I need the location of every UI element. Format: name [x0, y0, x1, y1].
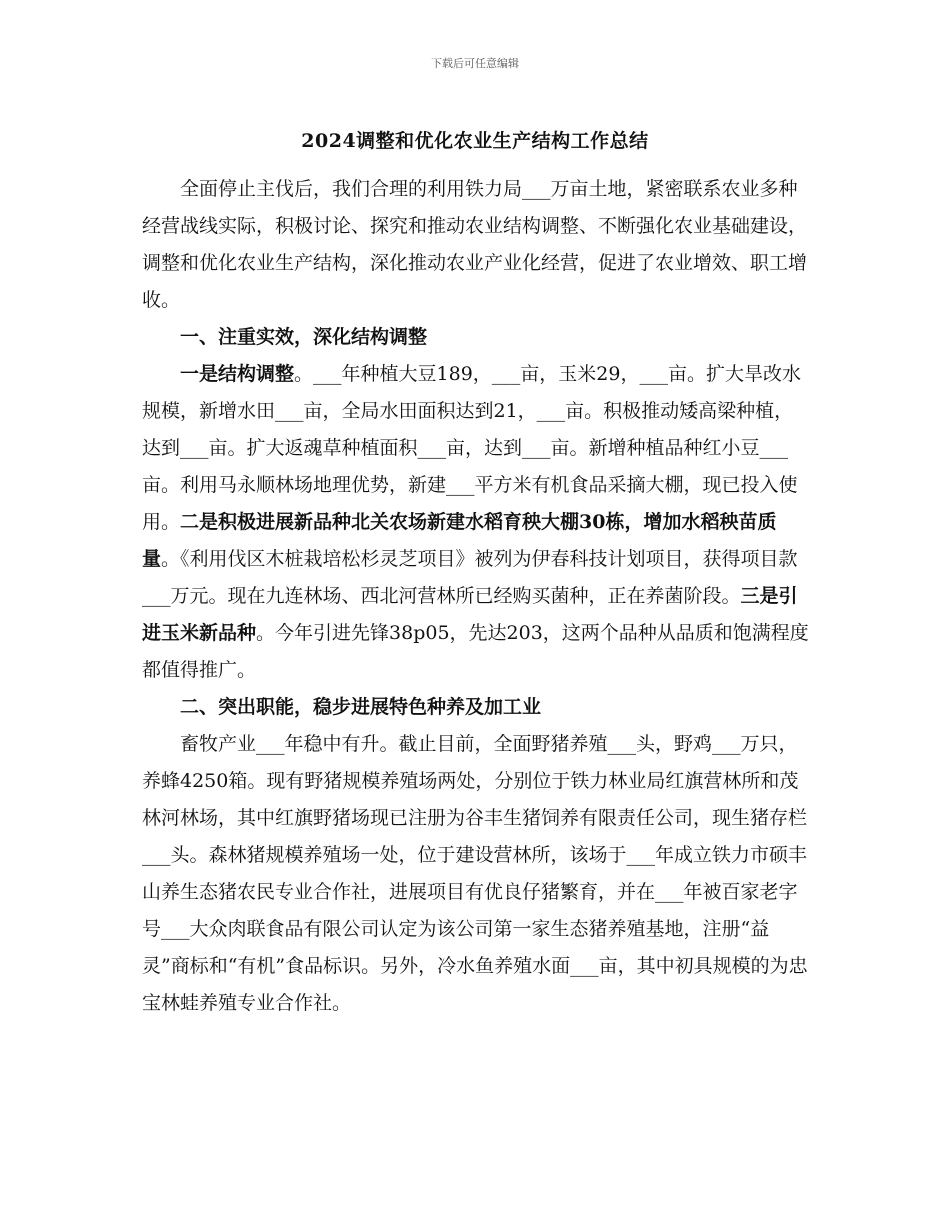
header-note: 下载后可任意编辑	[431, 57, 519, 70]
section1-heading: 一、注重实效，深化结构调整	[180, 326, 428, 348]
section2-heading: 二、突出职能，稳步进展特色种养及加工业	[180, 696, 542, 718]
section1-bold-3: 三是引进玉米新品种	[142, 585, 798, 644]
section2-paragraph: 畜牧产业___年稳中有升。截止目前，全面野猪养殖___头，野鸡___万只，养蜂4250箱。现有野猪规模养殖场两处，分别位于铁力林业局红旗营林所和茂林河林场，其中红旗野猪场现已注册为谷丰生猪饲养有限责任公司，现生猪存栏___头。森林猪规模养殖场一处，位于建设营林所，该场于___年成立铁力市硕丰山养生态猪农民专业合作社，进展项目有优良仔猪繁育，并在___年被百家老字号___大众肉联食品有限公司认定为该公司第一家生态猪养殖基地，注册“益灵”商标和“有机”食品标识。另外，冷水鱼养殖水面___亩，其中初具规模的为忠宝林蛙养殖专业合作社。	[142, 733, 808, 1014]
intro-paragraph: 全面停止主伐后，我们合理的利用铁力局___万亩土地，紧密联系农业多种经营战线实际，积极讨论、探究和推动农业结构调整、不断强化农业基础建设，调整和优化农业生产结构，深化推动农业产业化经营，促进了农业增效、职工增收。	[142, 178, 808, 311]
section1-text-3: 。今年引进先锋38p05，先达203，这两个品种从品质和饱满程度都值得推广。	[142, 622, 809, 681]
section1-text-2: 。《利用伐区木桩栽培松杉灵芝项目》被列为伊春科技计划项目，获得项目款___万元。现在九连林场、西北河营林所已经购买菌种，正在养菌阶段。	[142, 548, 798, 607]
document-body	[142, 171, 812, 1022]
section1-text-1: 。___年种植大豆189，___亩，玉米29，___亩。扩大旱改水规模，新增水田___亩，全局水田面积达到21，___亩。积极推动矮高梁种植，达到___亩。扩大返魂草种植面积___亩，达到___亩。新增种植品种红小豆___亩。利用马永顺林场地理优势，新建___平方米有机食品采摘大棚，现已投入使用。	[142, 363, 801, 533]
section1-bold-2: 二是积极进展新品种北关农场新建水稻育秧大棚30栋，增加水稻秧苗质量	[142, 511, 777, 570]
section1-paragraph	[142, 356, 812, 689]
section1-bold-1: 一是结构调整	[180, 363, 295, 385]
document-title: 2024调整和优化农业生产结构工作总结	[301, 130, 649, 152]
